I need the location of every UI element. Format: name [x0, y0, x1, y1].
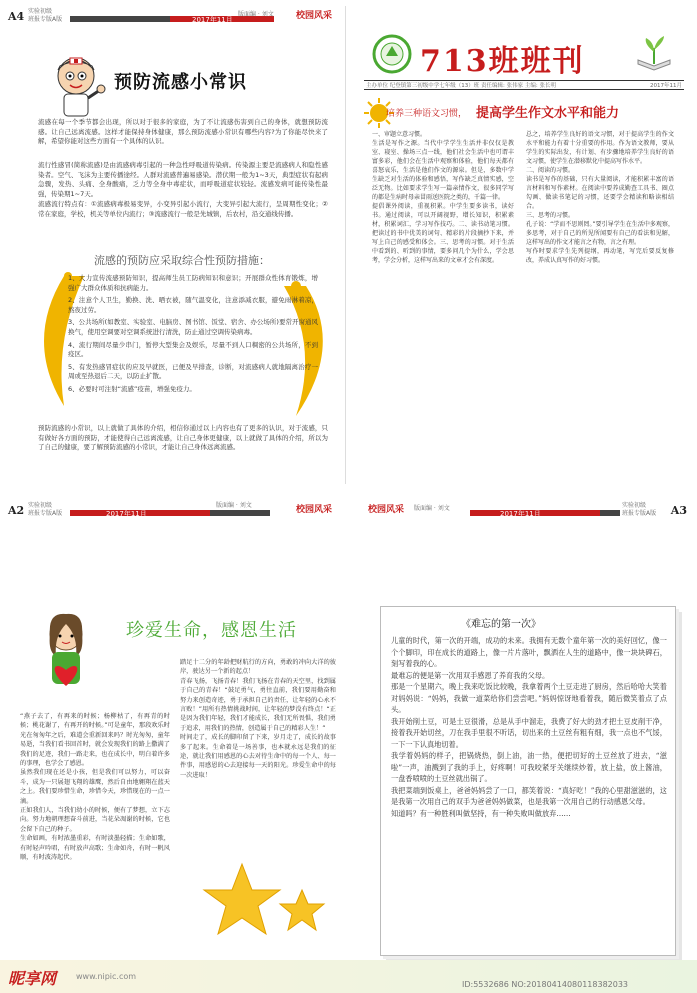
header-date: 2017年11月 [192, 16, 233, 24]
header-editor: 版面编 · 刘文 [414, 505, 450, 512]
flu-characteristics: 流感流行特点有：①流感病毒极易变异，小变异引起小流行，大变异引起大流行，呈周期性变化；②常在家庭，学校，机关等单位内流行；③流感流行一般是先城镇，后农村，沿交通线传播。 [38, 200, 328, 218]
prevention-item: 1、大力宣传流感预防知识，提高师生员工防病知识和意识；开展群众性体育锻炼，增强广大群众体质和抗病能力。 [68, 274, 318, 292]
essay-column-2: 踏足十二分的年龄把财航行的方向，勇敢的冲向大洋的彼岸，驶达另一个新的起点！ 青春飞扬，飞扬青春！我们飞扬在青春的天空里，找到属于自己的青春！“鼓足勇气，勇往直前，我们要用勤奋和努力来创造奇迹，勇于承担自己的责任，让年轻的心永不言败！”用所有热情挑战时间，让年轻的梦没有终点！“正是因为我们年轻，我们才能成长，我们无所畏惧，我们勇于追求，用我们的热情，创造属于自己的精彩人生！” 时间走了，成长的脚印留了下来，岁月走了，成长的故事多了起来。生命着是一场善事，也本就永远是我们的征途，就让我们用感恩的心去对待生命中的每一个人、每一件事，用感恩的心去迎接每一天的阳光。珍爱生命中的每一次进取！ [180, 659, 336, 779]
footer-band [0, 960, 697, 993]
header-meta: 实验初级 班报专版A版 [622, 502, 657, 517]
header-meta: 实验初级 班报专版A版 [28, 8, 63, 23]
paper-sheet [380, 606, 676, 956]
flu-description: 流行性感冒(简称流感)是由流感病毒引起的一种急性呼吸道传染病。传染源主要是流感病人和隐性感染者。空气、飞沫为主要传播途经。人群对流感普遍易感染。潜伏期一般为1~3天，典型症状有起病急骤，发热、头痛、全身酸痛，乏力等全身中毒症状，而呼吸道症状较轻。流感发病可能传染性最强，传染期1~7天。 [38, 161, 328, 198]
journal-meta: 主办单位 纪登镇第三初级中学七年级（13）班 责任编辑: 张伟家 主编: 张长明 [366, 83, 556, 89]
header-date: 2017年11月 [106, 510, 147, 518]
page-a4-flu [6, 6, 346, 484]
prevention-item: 4、流行期间尽量少串门，暂停大型集会及娱乐，尽量不到人口稠密的公共场所，不到疫区。 [68, 340, 318, 359]
school-emblem-icon [372, 34, 412, 74]
prevention-item: 2、注意个人卫生，勤换、洗、晒衣被，随气温变化，注意添减衣服，避免雨淋着凉，熬夜过劳。 [68, 296, 318, 314]
page-a3-memory [350, 500, 691, 960]
intro-paragraph: 流感在每一个季节都会出现，所以对于很多的家庭，为了不让流感伤害到自己的身体，就想预防流感。让自己远离流感。这样才能保持身体健康，那么预防流感小常识有哪些内容?为了你能尽快来了解，希望你能对这些方面有一个具体的认识。 [38, 118, 328, 146]
page-title: 预防流感小常识 [114, 72, 247, 93]
page-number: A4 [8, 10, 25, 23]
journal-meta-bar [364, 80, 684, 90]
header-brand: 校园风采 [296, 505, 333, 515]
girl-with-heart-icon [26, 608, 106, 698]
headline-prefix: 培养三种语文习惯， [386, 109, 468, 119]
journal-date: 2017年11月 [650, 83, 682, 89]
header-brand: 校园风采 [368, 505, 405, 515]
prevention-list [68, 274, 318, 395]
header-brand: 校园风采 [296, 11, 333, 21]
prevention-item: 5、有发热感冒症状的应及早就医，已便及早排查，诊断，对流感病人就地隔离治疗一周或至热退后二天，以防止扩散。 [68, 362, 318, 381]
header-meta: 实验初级 班报专版A版 [28, 502, 63, 517]
doctor-mascot-icon [46, 54, 106, 118]
page-header [6, 6, 345, 30]
page-header [350, 500, 691, 524]
page-a2-life [6, 500, 346, 960]
article-column-1: 一、审题立意习惯。 生活是写作之源。当代中学学生生活并非仅仅是教室、寝室、操场三点一线，他们社会生活中也可谓丰富多彩，他们会在生活中观察和体验，他们每天都有喜怒哀乐，生活是他们作文的源泉。但是，多数中学生缺乏对生活的体验和感悟，写作缺乏真情实感，空泛无物。比如要求学生写一篇亲情作文，很多同学写的都是生病时母亲冒雨送医院之类的，千篇一律。 提倡课外阅读，重视积累。中学生要多读书，读好书。通过阅读，可以开阔视野，增长知识，积累素材，积累词汇，学习写作技巧。二、读书动笔习惯。把读过的书中优美的词句、精彩的片段摘抄下来，并写上自己的感受和体会。三、思考的习惯。对于生活中看到的、听到的事情，要多问几个为什么，学会思考，学会分析，这样写出来的文章才会有深度。 [372, 131, 514, 264]
headline-main: 提高学生作文水平和能力 [476, 106, 620, 121]
page-number: A3 [670, 504, 687, 517]
page-number: A2 [8, 504, 25, 517]
prevention-box-title: 流感的预防应采取综合性预防措施： [94, 254, 270, 267]
watermark-id: ID:5532686 NO:20180414080118382033 [462, 980, 629, 989]
memory-title: 《难忘的第一次》 [461, 619, 541, 630]
page-title: 珍爱生命，感恩生活 [126, 620, 297, 641]
watermark-url: www.nipic.com [76, 972, 137, 981]
gold-stars-icon [202, 860, 332, 940]
journal-title: 713班班刊 [420, 44, 585, 79]
header-editor: 版面编 · 刘文 [238, 11, 274, 18]
header-date: 2017年11月 [500, 510, 541, 518]
page-class-journal [350, 6, 691, 484]
article-column-2: 总之，培养学生良好的语文习惯，对于提高学生的作文水平和能力有着十分重要的作用。作为语文教师，要从学生的实际出发，有计划、有步骤地培养学生良好的语文习惯，使学生在潜移默化中提高写作水平。 二、阅读的习惯。 读书是写作的基础，只有大量阅读，才能积累丰富的语言材料和写作素材。在阅读中要养成勤查工具书、圈点勾画、做读书笔记的习惯，还要学会精读和略读相结合。 三、思考的习惯。 孔子说：“学而不思则罔。”要引导学生在生活中多观察，多思考，对于自己的所见所闻要有自己的看法和见解，这样写出的作文才能言之有物，言之有理。 写作时要求学生先列提纲，再动笔，写完后要反复修改，养成认真写作的好习惯。 [526, 131, 674, 264]
prevention-item: 6、必要时可注射“流感”疫苗，增强免疫力。 [68, 384, 196, 393]
prevention-item: 3、公共场所(如教室、实验室、电脑房、图书馆、饭堂、宿舍、办公场所)要常开窗通风换气，使用空调要对空调系统进行清洗，防止通过空调传染病毒。 [68, 318, 318, 336]
outro-paragraph: 预防流感的小常识，以上就做了具体的介绍，相信你通过以上内容也有了更多的认识，对于流感，只有做好各方面的预防，才能使得自己远离流感，让自己身体更健康，以上就做了具体的介绍，所以为了自己的健康，要了解预防流感的小常识，才能让自己身体远离流感。 [38, 424, 328, 452]
book-sprout-icon [632, 30, 676, 74]
header-editor: 版面编 · 刘文 [216, 502, 252, 509]
page-header [6, 500, 346, 524]
essay-column-1: “燕子去了，有再来的时候；杨柳枯了，有再青的时候；桃花谢了，有再开的时候。”可是童年，那段欢乐时光在匆匆年之后，难道会重新回来吗？时光匆匆，童年易逝，当我们看书回首时，就会发现我们的路上撒满了我们的足迹，我们一路走来，也在成长中，明白着许多的事理，也学会了感恩。 虽然我们现在还是小孩，但是我们可以努力，可以奋斗，成为一只展翅飞翔的雄鹰，然后自由地翱翔在蓝天之上。我们要珍惜生命，珍惜今天，珍惜现在的一点一滴。 正如我们人，当我们幼小的时候，便有了梦想，立下志向。努力地朝理想奋斗前进，当花朵凋谢的时候，它也会留下自己的种子。 生命如画，有时浓墨重彩，有时淡墨轻描；生命如歌，有时轻声吟唱，有时放声高歌；生命如舟，有时一帆风顺，有时波涛起伏。 [20, 713, 170, 862]
memory-body: 儿童的时代，第一次的开端，成功的未来。我拥有无数个童年第一次的美好回忆，像一个个脚印，印在成长的道路上，像一片片落叶，飘洒在人生的道路中，像一块块碑石，刻写着我的心。 最难忘的便是第一次用双手感恩了养育我的父母。 那是一个星期六，晚上我来吃饭比较晚，我拿着两个土豆走进了厨房，然后哈哈大笑着对妈妈说：“妈妈，我做一道菜给你们尝尝吧。”妈妈惊讶地看着我，随后微笑着点了点头。 我开始削土豆，可是土豆很滑，总是从手中溜走，我费了好大的劲才把土豆皮削干净，接着我开始切丝，刀在我手里很不听话，切出来的土豆丝有粗有细，我一点也不气馁，一下一下认真地切着。 我学着妈妈的样子，把锅烧热，倒上油，油一热，便把切好的土豆丝放了进去，“滋啦”一声，油溅到了我的手上，好疼啊！可我咬紧牙关继续炒着，放上盐，放上酱油，一盘香喷喷的土豆丝就出锅了。 我把菜端到饭桌上，爸爸妈妈尝了一口，都笑着说：“真好吃！”我的心里甜滋滋的，这是我第一次用自己的双手为爸爸妈妈做菜，也是我第一次用自己的行动感恩父母。 知道吗？有一种胜利叫做坚持，有一种失败叫做放弃…… [391, 636, 667, 818]
watermark-logo: 昵享网 [8, 969, 57, 988]
